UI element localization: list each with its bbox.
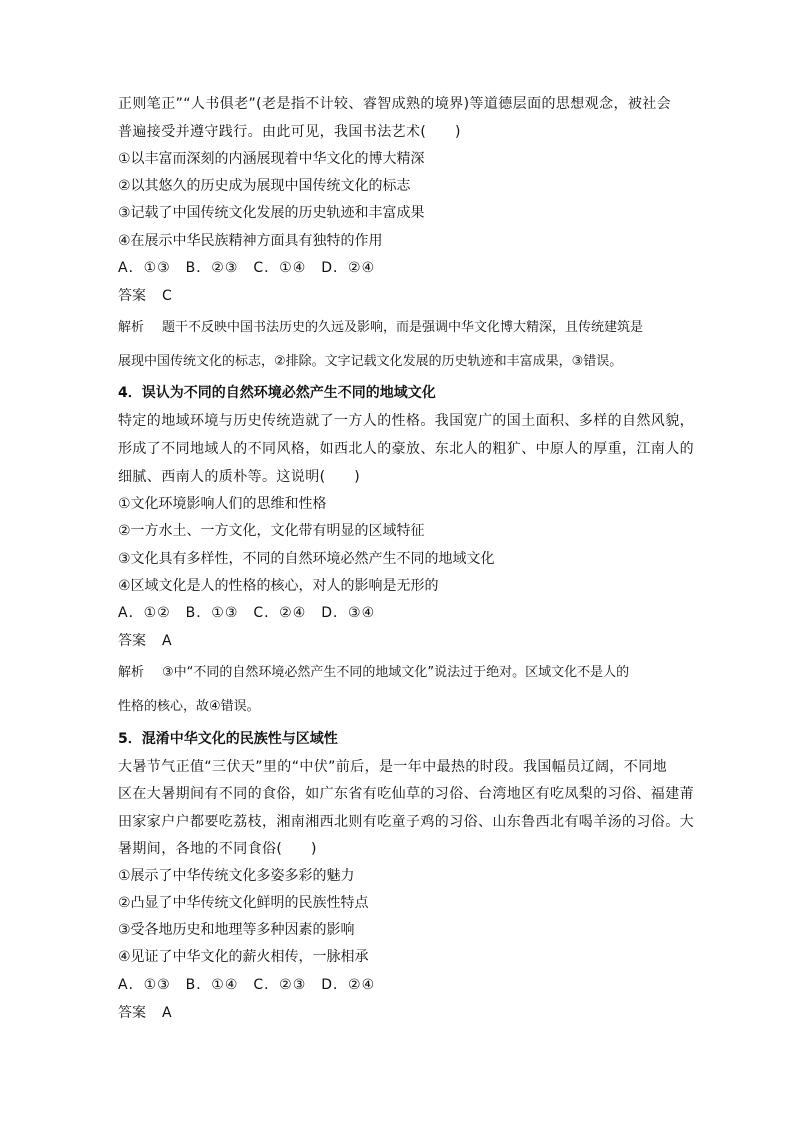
q3-analysis-line-1: [118, 318, 643, 338]
q3-item-2: ②以其悠久的历史成为展现中国传统文化的标志: [118, 178, 411, 194]
q3-item-1: ①以丰富而深刻的内涵展现着中华文化的博大精深: [118, 151, 425, 167]
q4-item-1: ①文化环境影响人们的思维和性格: [118, 496, 327, 512]
q3-stem-line-1: 正则笔正”“人书俱老”(老是指不计较、睿智成熟的境界)等道德层面的思想观念，被社会: [118, 96, 672, 112]
q5-stem-line-1: 大暑节气正值“三伏天”里的“中伏”前后，是一年中最热的时段。我国幅员辽阔，不同地: [118, 759, 668, 775]
q5-stem-line-3: 田家家户户都要吃荔枝，湘南湘西北则有吃童子鸡的习俗、山东鲁西北有喝羊汤的习俗。大: [118, 814, 694, 830]
q5-stem-line-4: 暑期间，各地的不同食俗( ): [118, 841, 317, 857]
q3-answer: [118, 286, 172, 306]
q5-options: A．①③ B．①④ C．②③ D．②④: [118, 977, 376, 993]
q4-stem-line-1: 特定的地域环境与历史传统造就了一方人的性格。我国宽广的国土面积、多样的自然风貌，: [118, 413, 694, 429]
answer-value: C: [162, 288, 172, 304]
q4-item-4: ④区域文化是人的性格的核心，对人的影响是无形的: [118, 578, 439, 594]
analysis-label: 解析: [118, 320, 145, 335]
answer-label: 答案: [118, 288, 146, 304]
q5-item-1: ①展示了中华传统文化多姿多彩的魅力: [118, 868, 355, 884]
q4-answer: [118, 631, 172, 651]
q4-item-3: ③文化具有多样性，不同的自然环境必然产生不同的地域文化: [118, 551, 495, 567]
answer-label: 答案: [118, 1005, 146, 1021]
q4-title: 4．误认为不同的自然环境必然产生不同的地域文化: [118, 385, 436, 401]
analysis-label: 解析: [118, 665, 145, 680]
analysis-text: 题干不反映中国书法历史的久远及影响，而是强调中华文化博大精深，且传统建筑是: [162, 320, 644, 335]
q4-stem-line-3: 细腻、西南人的质朴等。这说明( ): [118, 469, 361, 485]
q4-stem-line-2: 形成了不同地域人的不同风格，如西北人的豪放、东北人的粗犷、中原人的厚重，江南人的: [118, 441, 694, 457]
q4-options: A．①② B．①③ C．②④ D．③④: [118, 605, 376, 621]
answer-label: 答案: [118, 633, 146, 649]
q5-title: 5．混淆中华文化的民族性与区域性: [118, 731, 338, 747]
q5-item-2: ②凸显了中华传统文化鲜明的民族性特点: [118, 895, 369, 911]
analysis-text: ③中“不同的自然环境必然产生不同的地域文化”说法过于绝对。区域文化不是人的: [162, 665, 630, 680]
q3-item-4: ④在展示中华民族精神方面具有独特的作用: [118, 233, 383, 249]
q3-options: A．①③ B．②③ C．①④ D．②④: [118, 260, 376, 276]
q3-stem-line-2: 普遍接受并遵守践行。由此可见，我国书法艺术( ): [118, 124, 461, 140]
q4-item-2: ②一方水土、一方文化，文化带有明显的区域特征: [118, 523, 425, 539]
answer-value: A: [162, 1005, 172, 1021]
q3-analysis-line-2: 展现中国传统文化的标志，②排除。文字记载文化发展的历史轨迹和丰富成果，③错误。: [118, 354, 623, 369]
q5-answer: [118, 1003, 172, 1023]
q5-item-4: ④见证了中华文化的薪火相传，一脉相承: [118, 949, 369, 965]
q4-analysis-line-2: 性格的核心，故④错误。: [118, 699, 260, 714]
q3-item-3: ③记载了中国传统文化发展的历史轨迹和丰富成果: [118, 205, 425, 221]
q4-analysis-line-1: [118, 663, 629, 683]
q5-item-3: ③受各地历史和地理等多种因素的影响: [118, 922, 355, 938]
q5-stem-line-2: 区在大暑期间有不同的食俗，如广东省有吃仙草的习俗、台湾地区有吃凤梨的习俗、福建莆: [118, 786, 694, 802]
answer-value: A: [162, 633, 172, 649]
